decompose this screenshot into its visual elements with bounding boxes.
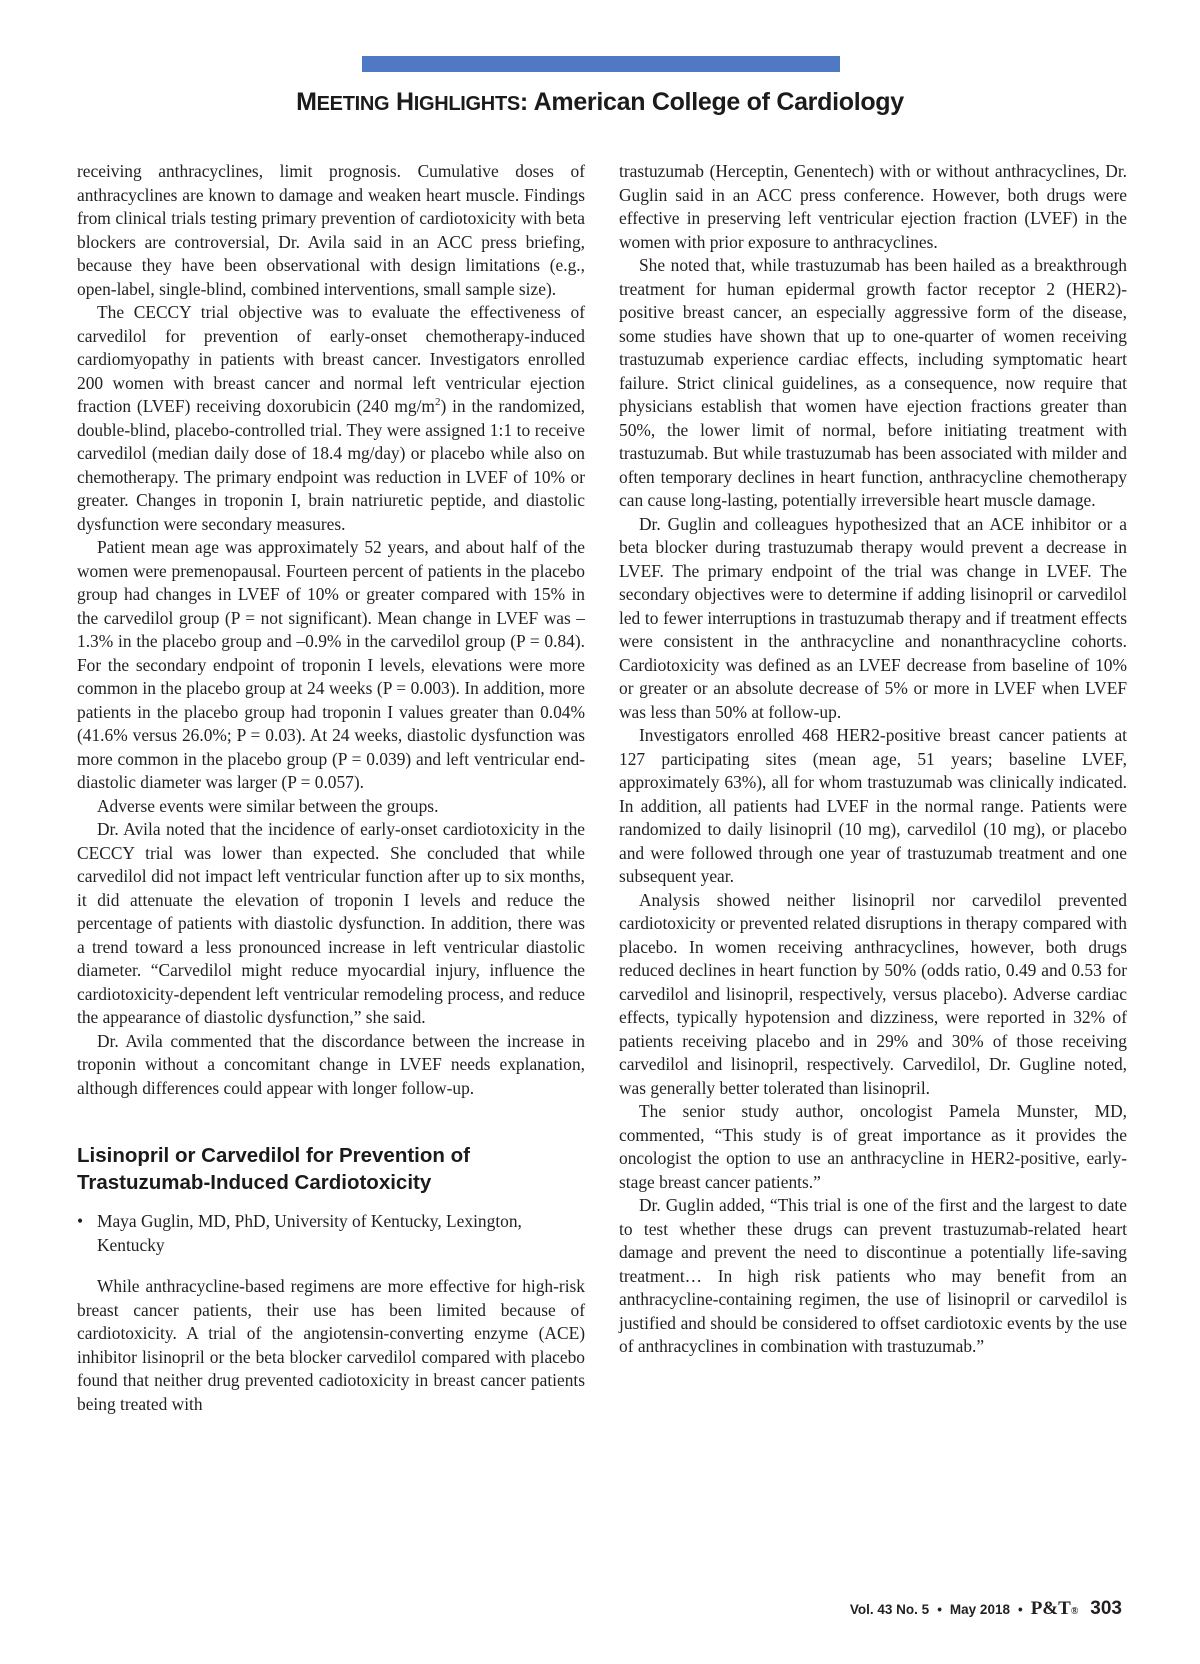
footer-volume: Vol. 43 No. 5: [849, 1602, 930, 1617]
author-line: [77, 1210, 585, 1257]
bullet-marker: •: [77, 1211, 84, 1231]
running-header: [0, 88, 1200, 117]
header-highlights: IGHLIGHTS: [413, 93, 520, 115]
left-paragraph-2a: The CECCY trial objective was to evaluate the effectiveness of carvedilol for prevention of early-onset chemotherapy-induced cardiomyopathy in patients with breast cancer. Investigators enrolled 200 women with breast cancer and normal left ventricular ejection fraction (LVEF) receiving doxorubicin (240 mg/m: [77, 302, 585, 416]
footer-registered-mark: ®: [1070, 1606, 1079, 1617]
footer-separator-2: •: [1017, 1602, 1023, 1617]
right-paragraph-2: She noted that, while trastuzumab has been hailed as a breakthrough treatment for human epidermal growth factor receptor 2 (HER2)-positive breast cancer, an especially aggressive form of the disease, some studies have shown that up to one-quarter of women receiving trastuzumab experience cardiac effects, including symptomatic heart failure. Strict clinical guidelines, as a consequence, now require that physicians establish that women have ejection fractions greater than 50%, the lower limit of normal, before initiating treatment with trastuzumab. But while trastuzumab has been associated with milder and often temporary declines in heart function, anthracycline chemotherapy can cause long-lasting, potentially irreversible heart muscle damage.: [619, 255, 1127, 510]
left-paragraph-6: Dr. Avila commented that the discordance between the increase in troponin without a concomitant change in LVEF needs explanation, although differences could appear with longer follow-up.: [77, 1030, 585, 1098]
left-paragraph-2: [77, 301, 585, 536]
left-paragraph-4: Adverse events were similar between the groups.: [97, 795, 439, 816]
header-accent-bar: [362, 56, 840, 72]
superscript-2: 2: [434, 396, 441, 409]
right-column: [619, 160, 1127, 1359]
right-paragraph-3: Dr. Guglin and colleagues hypothesized that an ACE inhibitor or a beta blocker during trastuzumab therapy would prevent a decrease in LVEF. The primary endpoint of the trial was change in LVEF. The secondary objectives were to determine if adding lisinopril or carvedilol led to fewer interruptions in trastuzumab therapy and if treatment effects were consistent in the anthracycline and nonanthracycline cohorts. Cardiotoxicity was defined as an LVEF decrease from baseline of 10% or greater or an absolute decrease of 5% or more in LVEF when LVEF was less than 50% at follow-up.: [619, 513, 1127, 722]
left-paragraph-7: While anthracycline-based regimens are more effective for high-risk breast cancer patients, their use has been limited because of cardiotoxicity. A trial of the angiotensin-converting enzyme (ACE) inhibitor lisinopril or the beta blocker carvedilol compared with placebo found that neither drug prevented cadiotoxicity in breast cancer patients being treated with: [77, 1276, 585, 1414]
left-paragraph-1: receiving anthracyclines, limit prognosis. Cumulative doses of anthracyclines are known to damage and weaken heart muscle. Findings from clinical trials testing primary prevention of cardiotoxicity with beta blockers are controversial, Dr. Avila said in an ACC press briefing, because they have been observational with design limitations (e.g., open-label, single-blind, combined interventions, small sample size).: [77, 161, 585, 299]
right-paragraph-1: trastuzumab (Herceptin, Genentech) with or without anthracyclines, Dr. Guglin said in an ACC press conference. However, both drugs were effective in preserving left ventricular ejection fraction (LVEF) in the women with prior exposure to anthracyclines.: [619, 161, 1127, 252]
header-meeting: EETING: [316, 93, 390, 115]
left-paragraph-2b: ) in the randomized, double-blind, placebo-controlled trial. They were assigned 1:1 to receive carvedilol (median daily dose of 18.4 mg/day) or placebo while also on chemotherapy. The primary endpoint was reduction in LVEF of 10% or greater. Changes in troponin I, brain natriuretic peptide, and diastolic dysfunction were secondary measures.: [77, 396, 585, 534]
right-paragraph-4: Investigators enrolled 468 HER2-positive breast cancer patients at 127 participating sites (mean age, 51 years; baseline LVEF, approximately 63%), all for whom trastuzumab was clinically indicated. In addition, all patients had LVEF in the normal range. Patients were randomized to daily lisinopril (10 mg), carvedilol (10 mg), or placebo and were followed through one year of trastuzumab treatment and one subsequent year.: [619, 725, 1127, 886]
footer-date: May 2018: [949, 1602, 1010, 1617]
header-initial-m: M: [296, 88, 317, 116]
footer-journal: [1031, 1598, 1079, 1620]
right-paragraph-5: Analysis showed neither lisinopril nor carvedilol prevented cardiotoxicity or prevented related disruptions in therapy compared with placebo. In women receiving anthracyclines, however, both drugs reduced declines in heart function by 50% (odds ratio, 0.49 and 0.53 for carvedilol and lisinopril, respectively, versus placebo). Adverse cardiac effects, typically hypotension and dizziness, were reported in 32% of patients receiving placebo and in 29% and 30% of those receiving carvedilol and lisinopril, respectively. Carvedilol, Dr. Gugline noted, was generally better tolerated than lisinopril.: [619, 889, 1127, 1098]
left-column: [77, 160, 585, 1416]
right-paragraph-6: The senior study author, oncologist Pamela Munster, MD, commented, “This study is of great importance as it provides the oncologist the option to use an anthracycline in HER2-positive, early-stage breast cancer patients.”: [619, 1101, 1127, 1192]
left-paragraph-3: Patient mean age was approximately 52 years, and about half of the women were premenopausal. Fourteen percent of patients in the placebo group had changes in LVEF of 10% or greater compared with 15% in the carvedilol group (P = not significant). Mean change in LVEF was –1.3% in the placebo group and –0.9% in the carvedilol group (P = 0.84). For the secondary endpoint of troponin I levels, elevations were more common in the placebo group at 24 weeks (P = 0.003). In addition, more patients in the placebo group had troponin I values greater than 0.04% (41.6% versus 26.0%; P = 0.03). At 24 weeks, diastolic dysfunction was more common in the placebo group (P = 0.039) and left ventricular end-diastolic diameter was larger (P = 0.057).: [77, 537, 585, 792]
header-initial-h: H: [395, 88, 414, 116]
left-paragraph-5: Dr. Avila noted that the incidence of early-onset cardiotoxicity in the CECCY trial was lower than expected. She concluded that while carvedilol did not impact left ventricular function after up to six months, it did attenuate the elevation of troponin I levels and reduce the percentage of patients with diastolic dysfunction. In addition, there was a trend toward a less pronounced increase in left ventricular diastolic diameter. “Carvedilol might reduce myocardial injury, influence the cardiotoxicity-dependent left ventricular remodeling process, and reduce the appearance of diastolic dysfunction,” she said.: [77, 819, 585, 1027]
section-heading: Lisinopril or Carvedilol for Prevention of Trastuzumab-Induced Cardiotoxicity: [77, 1144, 470, 1194]
header-suffix: : American College of Cardiology: [519, 88, 904, 116]
footer-journal-name: P&T: [1030, 1598, 1071, 1619]
page-footer: [850, 1598, 1122, 1622]
right-paragraph-7: Dr. Guglin added, “This trial is one of the first and the largest to date to test whether these drugs can prevent trastuzumab-related heart damage and prevent the need to discontinue a potentially life-saving treatment… In high risk patients who may benefit from an anthracycline-containing regimen, the use of lisinopril or carvedilol is justified and should be considered to offset cardiotoxic events by the use of anthracyclines in combination with trastuzumab.”: [619, 1195, 1127, 1356]
footer-separator-1: •: [937, 1602, 942, 1617]
author-affiliation: Maya Guglin, MD, PhD, University of Kentucky, Lexington, Kentucky: [97, 1211, 522, 1255]
page-number: 303: [1090, 1598, 1122, 1619]
